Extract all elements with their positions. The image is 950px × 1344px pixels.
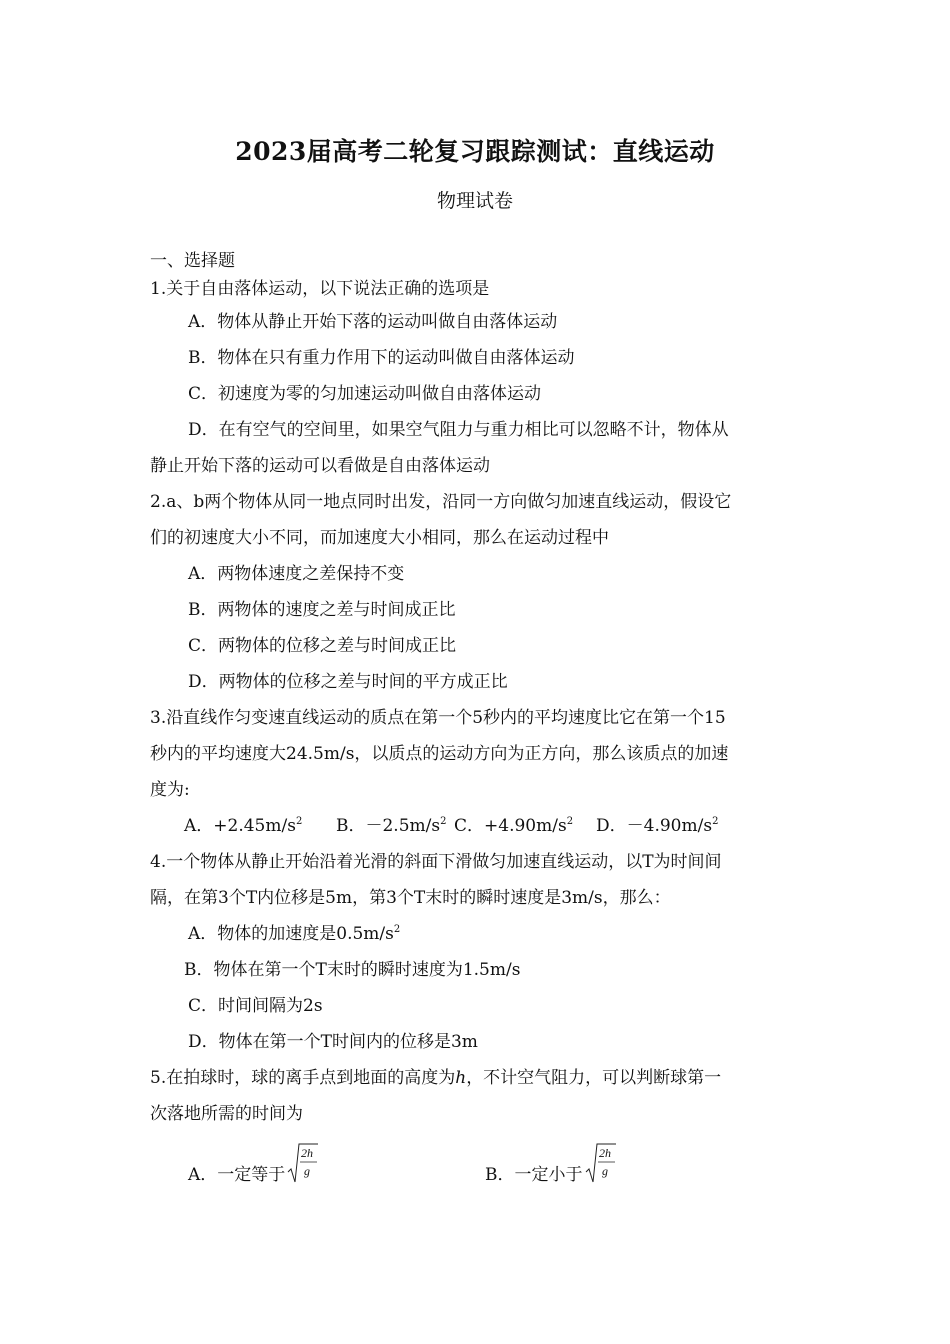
q4-stem-line2: 隔，在第3个T内位移是5m，第3个T末时的瞬时速度是3m/s，那么： [150,888,671,908]
fraction-denominator: g [304,1164,311,1178]
q1-option-d-line1: D．在有空气的空间里，如果空气阻力与重力相比可以忽略不计，物体从 [188,420,729,440]
q5-option-b: B．一定小于 2h g [485,1142,617,1193]
q5-stem-line1: 5.在拍球时，球的离手点到地面的高度为h，不计空气阻力，可以判断球第一 [150,1068,722,1088]
q1-option-b: B．物体在只有重力作用下的运动叫做自由落体运动 [188,348,575,368]
q4-stem-line1: 4.一个物体从静止开始沿着光滑的斜面下滑做匀加速直线运动，以T为时间间 [150,852,722,872]
section-label: 一、选择题 [150,251,235,271]
q2-option-c: C．两物体的位移之差与时间成正比 [188,636,457,656]
q4-option-a: A．物体的加速度是$0.5m/s^2$ [188,924,401,944]
q4-option-b: B．物体在第一个T末时的瞬时速度为1.5m/s [184,960,521,980]
q3-option-c: C．$+4.90m/s^2$ [454,816,574,836]
q2-option-d: D．两物体的位移之差与时间的平方成正比 [188,672,508,692]
q3-stem-line2: 秒内的平均速度大24.5m/s，以质点的运动方向为正方向，那么该质点的加速 [150,744,729,764]
q3-option-b: B．$-2.5m/s^2$ [336,816,447,836]
q3-option-d: D．$-4.90m/s^2$ [596,816,719,836]
page-title: 2023届高考二轮复习跟踪测试：直线运动 [235,137,715,166]
q3-options-row [150,808,802,844]
q5-stem-line2: 次落地所需的时间为 [150,1104,303,1124]
q3-stem-line1: 3.沿直线作匀变速直线运动的质点在第一个5秒内的平均速度比它在第一个15 [150,708,726,728]
sqrt-2h-over-g-formula [585,1142,617,1186]
q5-option-a: A．一定等于 2h g [188,1165,319,1185]
q1-option-d-line2: 静止开始下落的运动可以看做是自由落体运动 [150,456,490,476]
q1-option-a: A．物体从静止开始下落的运动叫做自由落体运动 [188,312,558,332]
fraction-numerator: 2h [301,1146,314,1160]
question-list [150,248,802,1210]
q4-option-c: C．时间间隔为2s [188,996,323,1016]
q3-option-a: A．$+2.45m/s^2$ [184,816,303,836]
q2-stem-line2: 们的初速度大小不同，而加速度大小相同，那么在运动过程中 [150,528,609,548]
q2-option-a: A．两物体速度之差保持不变 [188,564,405,584]
sqrt-2h-over-g-formula [287,1142,319,1186]
q4-option-d: D．物体在第一个T时间内的位移是3m [188,1032,478,1052]
q5-options-row [150,1142,802,1193]
fraction-denominator: g [601,1164,608,1178]
q2-option-b: B．两物体的速度之差与时间成正比 [188,600,456,620]
q3-stem-line3: 度为: [150,780,190,800]
fraction-numerator: 2h [598,1146,611,1160]
q1-option-c: C．初速度为零的匀加速运动叫做自由落体运动 [188,384,542,404]
q2-stem-line1: 2.a、b两个物体从同一地点同时出发，沿同一方向做匀加速直线运动，假设它 [150,492,732,512]
page-subtitle: 物理试卷 [436,190,513,212]
q1-stem: 1.关于自由落体运动，以下说法正确的选项是 [150,279,490,299]
